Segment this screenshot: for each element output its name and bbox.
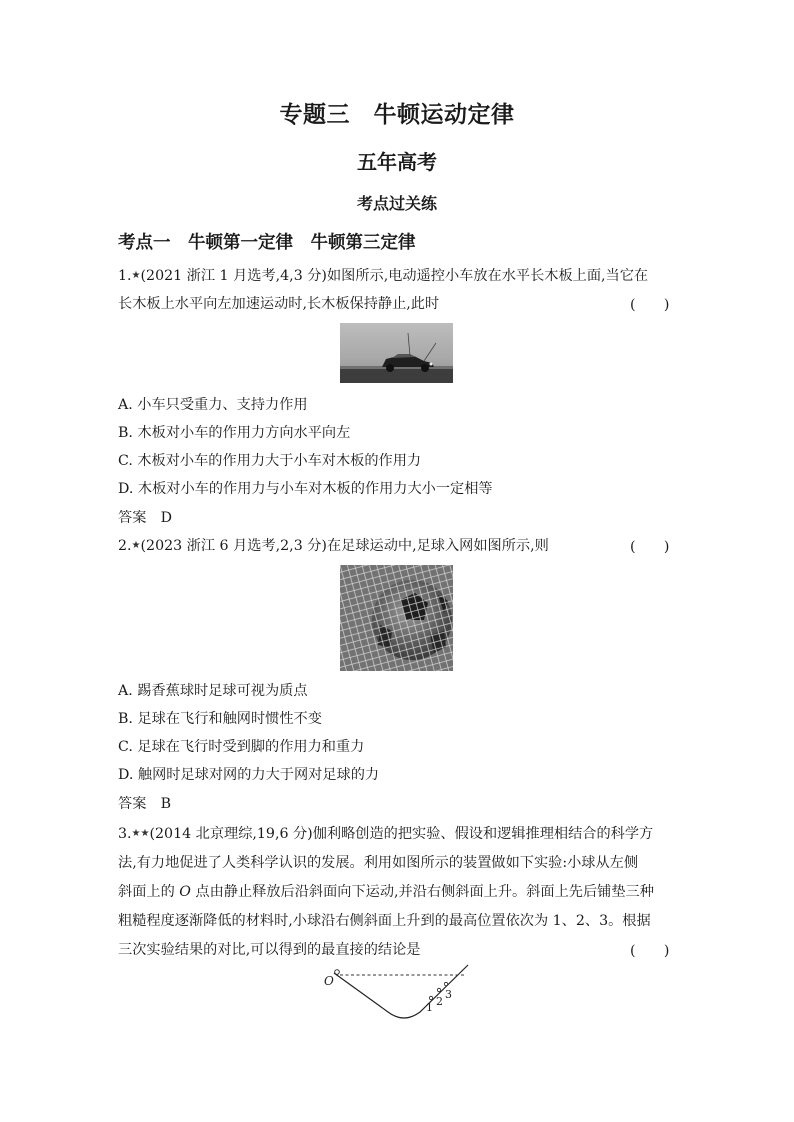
q1-answer: 答案 D: [118, 510, 172, 526]
topic-heading: 考点一 牛顿第一定律 牛顿第三定律: [118, 233, 416, 253]
q3-number: 3.: [118, 826, 132, 842]
ball-at-o-icon: [335, 970, 340, 975]
football-net-image: [340, 565, 453, 671]
diagram-label-o: O: [324, 974, 334, 988]
q1-option-c: C. 木板对小车的作用力大于小车对木板的作用力: [118, 453, 422, 469]
difficulty-star-icon: ★: [131, 270, 141, 281]
q1-text1: (2021 浙江 1 月选考,4,3 分)如图所示,电动遥控小车放在水平长木板上面,当它在: [140, 268, 649, 284]
q3-line2: 法,有力地促进了人类科学认识的发展。利用如图所示的装置做如下实验:小球从左侧: [118, 855, 639, 871]
subsection-subtitle: 考点过关练: [356, 194, 437, 213]
q1-car-photo: [340, 323, 453, 383]
q2-football-photo: [340, 565, 453, 671]
ball-position-2-icon: [437, 988, 440, 991]
q3-text3b: 点由静止释放后沿斜面向下运动,并沿右侧斜面上升。斜面上先后铺垫三种: [190, 884, 654, 900]
section-subtitle: 五年高考: [357, 150, 437, 174]
page-title: 专题三 牛顿运动定律: [279, 102, 515, 128]
difficulty-star-icon: ★★: [131, 828, 150, 839]
q2-option-b: B. 足球在飞行和触网时惯性不变: [118, 711, 322, 727]
diagram-label-3: 3: [445, 988, 452, 1001]
q3-line4: 粗糙程度逐渐降低的材料时,小球沿右侧斜面上升到的最高位置依次为 1、2、3。根据: [118, 913, 651, 929]
point-o-label: O: [179, 884, 191, 900]
q1-option-b: B. 木板对小车的作用力方向水平向左: [118, 425, 351, 441]
q1-number: 1.: [118, 268, 132, 284]
q1-answer-blank: ( ): [630, 297, 670, 313]
diagram-label-2: 2: [436, 995, 443, 1008]
q3-line3: [118, 882, 654, 902]
q3-line1: [118, 824, 653, 844]
q1-option-d: D. 木板对小车的作用力与小车对木板的作用力大小一定相等: [118, 481, 493, 497]
q2-option-c: C. 足球在飞行时受到脚的作用力和重力: [118, 739, 365, 755]
q2-answer: 答案 B: [118, 796, 171, 812]
q3-answer-blank: ( ): [630, 943, 670, 959]
q1-line1: [118, 266, 648, 286]
q2-text1: (2023 浙江 6 月选考,2,3 分)在足球运动中,足球入网如图所示,则: [140, 538, 549, 554]
q2-line1: [118, 536, 549, 556]
q2-option-d: D. 触网时足球对网的力大于网对足球的力: [118, 767, 380, 783]
difficulty-star-icon: ★: [131, 540, 141, 551]
ball-position-1-icon: [429, 996, 432, 999]
incline-diagram: [316, 962, 476, 1028]
q1-option-a: A. 小车只受重力、支持力作用: [118, 397, 308, 413]
q3-line5: 三次实验结果的对比,可以得到的最直接的结论是: [118, 942, 421, 958]
q2-answer-blank: ( ): [630, 539, 670, 555]
q2-number: 2.: [118, 538, 132, 554]
q3-text3a: 斜面上的: [118, 884, 180, 900]
q2-option-a: A. 踢香蕉球时足球可视为质点: [118, 683, 308, 699]
remote-car-image: [340, 323, 453, 383]
q3-text1: (2014 北京理综,19,6 分)伽利略创造的把实验、假设和逻辑推理相结合的科学方: [149, 826, 654, 842]
diagram-label-1: 1: [426, 1001, 433, 1014]
q1-line2: 长木板上水平向左加速运动时,长木板保持静止,此时: [118, 296, 440, 312]
ball-position-3-icon: [444, 982, 447, 985]
